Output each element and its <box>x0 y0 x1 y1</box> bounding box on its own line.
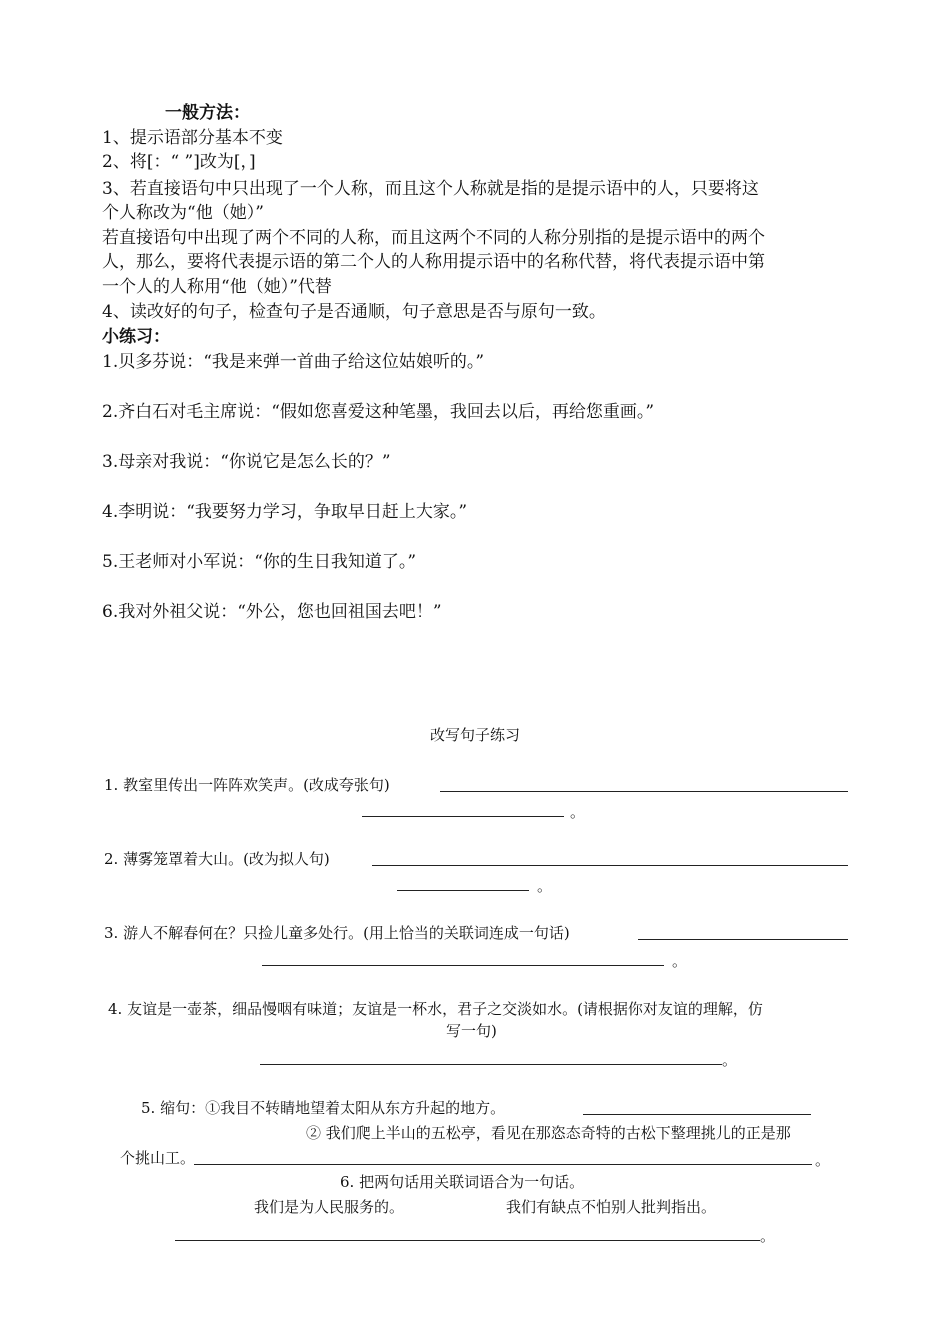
answer-line-1a[interactable] <box>440 791 848 792</box>
method-item-2: 2、将[：“ ”]改为[，] <box>102 152 256 172</box>
practice-item-5: 5.王老师对小军说：“你的生日我知道了。” <box>102 552 417 572</box>
end-mark-5: 。 <box>815 1151 831 1169</box>
method-item-3: 3、若直接语句中只出现了一个人称，而且这个人称就是指的是提示语中的人，只要将这 <box>102 179 759 199</box>
end-mark-4: 。 <box>722 1051 738 1069</box>
answer-line-4[interactable] <box>260 1064 722 1065</box>
question-4: 4. 友谊是一壶茶，细品慢咽有味道；友谊是一杯水，君子之交淡如水。(请根据你对友谊的理解，仿 <box>108 1000 763 1018</box>
question-6: 6. 把两句话用关联词语合为一句话。 <box>340 1173 585 1191</box>
method-item-3b-cont2: 一个人的人称用“他（她）”代替 <box>102 277 332 297</box>
end-mark-3: 。 <box>672 952 688 970</box>
practice-heading: 小练习： <box>102 327 170 347</box>
practice-item-1: 1.贝多芬说：“我是来弹一首曲子给这位姑娘听的。” <box>102 352 485 372</box>
rewrite-title: 改写句子练习 <box>429 726 520 744</box>
method-item-3b-cont1: 人，那么，要将代表提示语的第二个人的人称用提示语中的名称代替，将代表提示语中第 <box>102 252 765 272</box>
question-5: 5. 缩句：①我目不转睛地望着太阳从东方升起的地方。 <box>141 1099 506 1117</box>
answer-line-5b[interactable] <box>194 1164 812 1165</box>
question-5-part2-cont: 个挑山工。 <box>120 1149 196 1167</box>
question-6-sentence-a: 我们是为人民服务的。 <box>254 1198 405 1216</box>
question-6-sentence-b: 我们有缺点不怕别人批判指出。 <box>506 1198 717 1216</box>
practice-item-3: 3.母亲对我说：“你说它是怎么长的？” <box>102 452 391 472</box>
question-5-part2: ② 我们爬上半山的五松亭，看见在那恣态奇特的古松下整理挑儿的正是那 <box>306 1124 791 1142</box>
question-3: 3. 游人不解春何在？只捡儿童多处行。(用上恰当的关联词连成一句话) <box>104 924 570 942</box>
end-mark-1: 。 <box>570 803 586 821</box>
practice-item-2: 2.齐白石对毛主席说：“假如您喜爱这种笔墨，我回去以后，再给您重画。” <box>102 402 655 422</box>
answer-line-5a[interactable] <box>583 1114 811 1115</box>
answer-line-3a[interactable] <box>638 939 848 940</box>
answer-line-2a[interactable] <box>372 865 848 866</box>
practice-item-6: 6.我对外祖父说：“外公，您也回祖国去吧！” <box>102 602 442 622</box>
question-4-cont: 写一句) <box>446 1022 497 1040</box>
practice-item-4: 4.李明说：“我要努力学习，争取早日赶上大家。” <box>102 502 468 522</box>
methods-heading: 一般方法： <box>165 103 250 123</box>
method-item-4: 4、读改好的句子，检查句子是否通顺，句子意思是否与原句一致。 <box>102 302 606 322</box>
end-mark-2: 。 <box>537 877 553 895</box>
method-item-3b: 若直接语句中出现了两个不同的人称，而且这两个不同的人称分别指的是提示语中的两个 <box>102 228 765 248</box>
method-item-1: 1、提示语部分基本不变 <box>102 128 283 148</box>
method-item-3-cont: 个人称改为“他（她）” <box>102 203 264 223</box>
end-mark-6: 。 <box>760 1227 776 1245</box>
question-1: 1. 教室里传出一阵阵欢笑声。(改成夸张句) <box>104 776 390 794</box>
answer-line-1b[interactable] <box>362 816 564 817</box>
question-2: 2. 薄雾笼罩着大山。(改为拟人句) <box>104 850 330 868</box>
answer-line-6[interactable] <box>175 1240 760 1241</box>
answer-line-2b[interactable] <box>397 890 529 891</box>
answer-line-3b[interactable] <box>262 965 664 966</box>
